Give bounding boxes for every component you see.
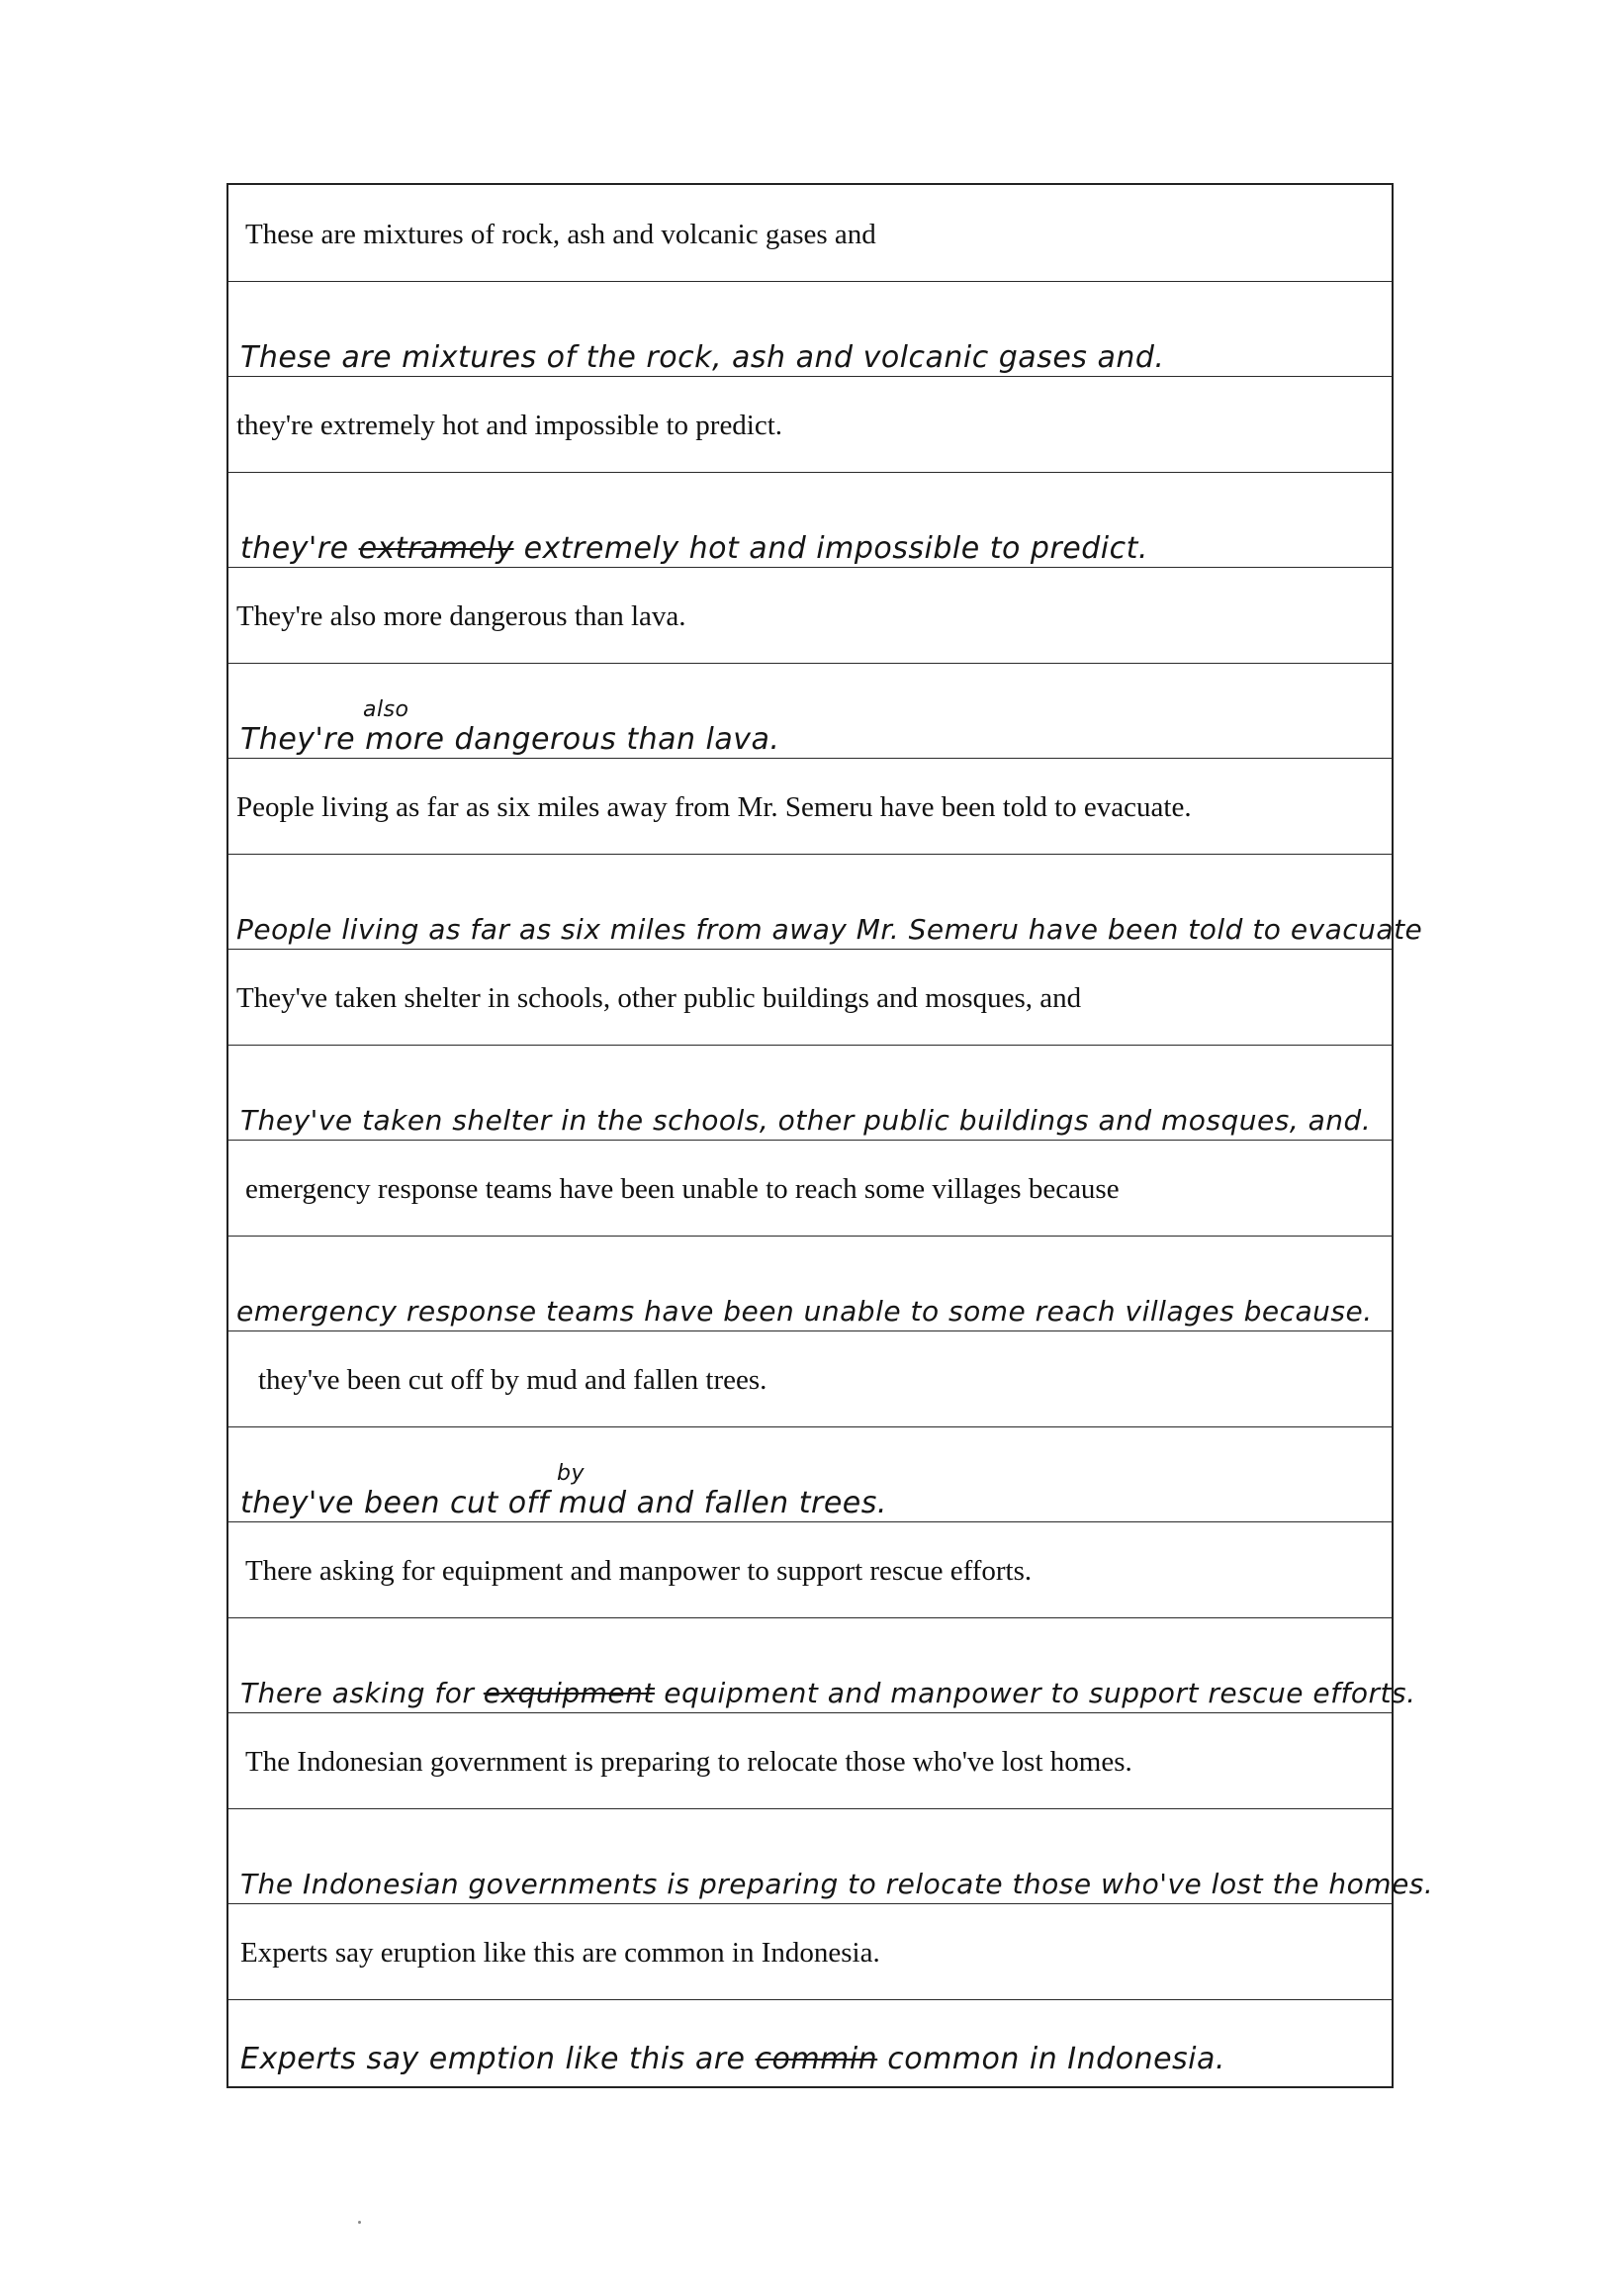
writing-line — [228, 1903, 1392, 1904]
writing-line — [228, 376, 1392, 377]
handwritten-sentence-1: These are mixtures of the rock, ash and volcanic gases and. — [240, 340, 1165, 375]
printed-sentence-4: People living as far as six miles away from Mr. Semeru have been told to evacuate. — [236, 791, 1192, 823]
row-divider — [228, 281, 1392, 282]
handwritten-word: Experts say emption like this are — [240, 2042, 756, 2076]
crossed-out-word: commin — [755, 2042, 878, 2076]
printed-sentence-9: The Indonesian government is preparing to relocate those who've lost homes. — [245, 1746, 1132, 1778]
handwritten-sentence-8 — [240, 1677, 1416, 1709]
writing-line — [228, 1521, 1392, 1522]
handwritten-word: There asking for — [240, 1677, 484, 1709]
handwritten-sentence-9: The Indonesian governments is preparing to relocate those who've lost the homes. — [240, 1868, 1434, 1900]
row-divider — [228, 1999, 1392, 2000]
row-divider — [228, 1045, 1392, 1046]
row-divider — [228, 663, 1392, 664]
writing-line — [228, 1712, 1392, 1713]
writing-line — [228, 567, 1392, 568]
printed-sentence-1: These are mixtures of rock, ash and volcanic gases and — [245, 219, 876, 250]
handwritten-sentence-7: they've been cut off mud and fallen trees. — [240, 1486, 887, 1520]
handwritten-sentence-3: They're more dangerous than lava. — [240, 722, 780, 757]
crossed-out-word: extramely — [358, 531, 514, 566]
handwritten-sentence-4: People living as far as six miles from away Mr. Semeru have been told to evacuate — [236, 913, 1423, 946]
crossed-out-word: exquipment — [483, 1677, 655, 1709]
handwritten-sentence-6: emergency response teams have been unable to some reach villages because. — [236, 1295, 1373, 1328]
handwritten-word: they're — [240, 531, 359, 566]
handwritten-word: common in Indonesia. — [877, 2042, 1225, 2076]
writing-line — [228, 949, 1392, 950]
row-divider — [228, 472, 1392, 473]
handwritten-sentence-5: They've taken shelter in the schools, other public buildings and mosques, and. — [240, 1104, 1372, 1137]
worksheet-grid — [226, 183, 1434, 2088]
printed-sentence-3: They're also more dangerous than lava. — [236, 600, 686, 632]
handwritten-word: equipment and manpower to support rescue efforts. — [654, 1677, 1416, 1709]
printed-sentence-6: emergency response teams have been unable to reach some villages because — [245, 1173, 1120, 1205]
printed-sentence-8: There asking for equipment and manpower to support rescue efforts. — [245, 1555, 1033, 1587]
scan-speck — [358, 2221, 361, 2224]
handwritten-sentence-10 — [240, 2042, 1225, 2076]
printed-sentence-7: they've been cut off by mud and fallen trees. — [258, 1364, 767, 1396]
row-divider — [228, 854, 1392, 855]
inserted-word: by — [557, 1461, 585, 1486]
handwritten-sentence-2 — [240, 531, 1148, 566]
printed-sentence-5: They've taken shelter in schools, other public buildings and mosques, and — [236, 982, 1082, 1014]
printed-sentence-2: they're extremely hot and impossible to predict. — [236, 410, 783, 441]
inserted-word: also — [363, 697, 409, 722]
row-divider — [228, 1426, 1392, 1427]
writing-line — [228, 1330, 1392, 1331]
writing-line — [228, 1140, 1392, 1141]
row-divider — [228, 1617, 1392, 1618]
handwritten-word: extremely hot and impossible to predict. — [513, 531, 1148, 566]
row-divider — [228, 1236, 1392, 1237]
printed-sentence-10: Experts say eruption like this are common in Indonesia. — [240, 1937, 880, 1969]
writing-line — [228, 758, 1392, 759]
row-divider — [228, 1808, 1392, 1809]
